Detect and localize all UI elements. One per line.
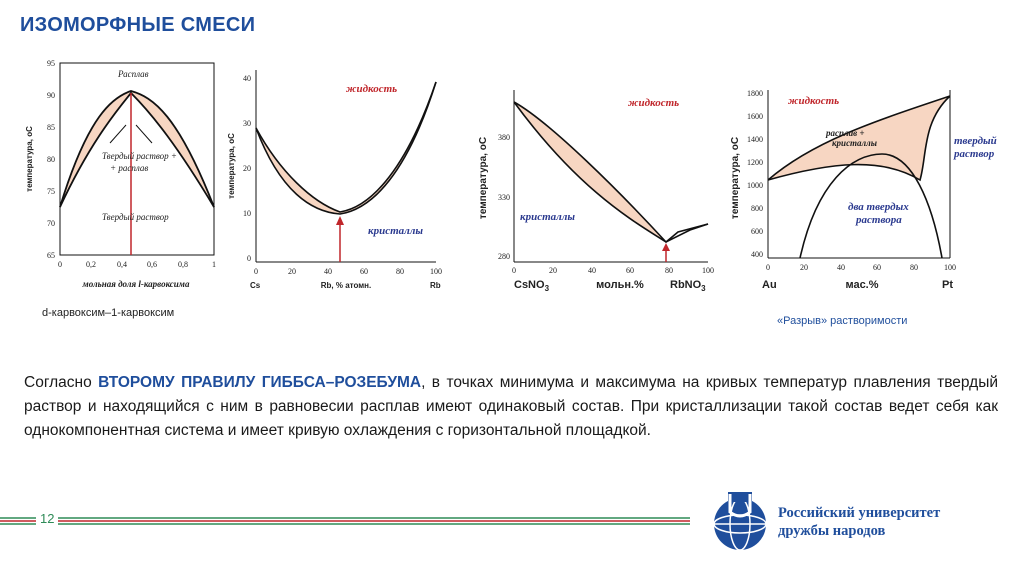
x-axis-label: мольная доля l-карвоксима (82, 279, 190, 289)
y-tick: 85 (47, 123, 55, 132)
liquidus-curve (256, 82, 436, 212)
university-name-line1: Российский университет (778, 505, 941, 521)
y-tick: 95 (47, 59, 55, 68)
y-tick: 600 (751, 227, 763, 236)
x-tick: 0,6 (147, 260, 157, 269)
x-right-label: RbNO$_3$ (670, 279, 706, 293)
footer-stripes (0, 516, 690, 528)
y-tick: 1600 (747, 112, 763, 121)
y-tick: 80 (47, 155, 55, 164)
label-liquid: жидкость (346, 83, 398, 95)
y-tick: 30 (243, 119, 251, 128)
x-tick: 60 (360, 267, 368, 276)
cs-rb-diagram (222, 62, 450, 294)
x-right-label: Rb (430, 281, 441, 290)
x-tick: 60 (873, 263, 881, 272)
label-crystals: кристаллы (520, 211, 576, 223)
y-tick: 65 (47, 251, 55, 260)
x-left-label: CsNO$_3$ (514, 279, 550, 293)
gibbs-roozeboom-rule: ВТОРОМУ ПРАВИЛУ ГИББСА–РОЗЕБУМА (98, 374, 422, 391)
y-tick: 330 (498, 193, 510, 202)
university-name-line2: дружбы народов (778, 523, 886, 539)
caption-miscibility-gap: «Разрыв» растворимости (777, 315, 908, 327)
y-tick: 400 (751, 250, 763, 259)
y-tick: 70 (47, 219, 55, 228)
x-left-label: Cs (250, 281, 261, 290)
x-tick: 20 (800, 263, 808, 272)
y-tick: 20 (243, 164, 251, 173)
x-tick: 1 (212, 260, 216, 269)
y-tick: 1400 (747, 135, 763, 144)
x-axis-label: Rb, % атомн. (320, 281, 372, 290)
x-tick: 0 (58, 260, 62, 269)
x-tick: 80 (396, 267, 404, 276)
university-name (778, 504, 940, 540)
x-tick: 60 (626, 266, 634, 275)
y-tick: 380 (498, 133, 510, 142)
y-tick: 40 (243, 74, 251, 83)
label-mix-2: + расплав (110, 163, 149, 173)
y-tick: 1000 (747, 181, 763, 190)
label-solid-1: твердый (954, 135, 997, 147)
label-solid-2: раствор (954, 148, 995, 160)
y-tick: 1800 (747, 89, 763, 98)
x-tick: 80 (910, 263, 918, 272)
csno3-rbno3-diagram (470, 82, 718, 300)
x-axis-label: мас.% (845, 279, 879, 291)
x-tick: 0 (254, 267, 258, 276)
y-axis-label: температура, оС (730, 136, 741, 220)
label-liquid: жидкость (628, 97, 680, 109)
y-tick: 280 (498, 252, 510, 261)
label-solid: Твердый раствор (102, 212, 169, 222)
x-tick: 80 (665, 266, 673, 275)
y-axis-label: температура, оС (478, 136, 489, 220)
y-tick: 90 (47, 91, 55, 100)
x-tick: 0,8 (178, 260, 188, 269)
label-melt: Расплав (118, 69, 149, 79)
y-axis-label: температура, оС (25, 126, 34, 192)
rule-paragraph (24, 371, 998, 443)
x-tick: 0,2 (86, 260, 96, 269)
y-tick: 1200 (747, 158, 763, 167)
label-two-solids-2: раствора (856, 214, 902, 226)
label-melt-2: кристаллы (832, 138, 878, 148)
x-right-label: Pt (942, 279, 953, 291)
y-tick: 10 (243, 209, 251, 218)
y-axis-label: температура, оС (227, 133, 236, 199)
x-tick: 100 (702, 266, 714, 275)
x-tick: 40 (324, 267, 332, 276)
paragraph-body: , в точках минимума и максимума на кривых температур плавления твердый раствор и находящийся с ним в равновесии расплав имеют одинаковый состав. При кристаллизации такой состав ведет себя как однокомпонентная система и имеет кривую охлаждения с горизонтальной площадкой. (24, 374, 998, 439)
label-two-solids-1: два твердых (848, 201, 909, 213)
y-tick: 75 (47, 187, 55, 196)
label-mix-1: Твердый раствор + (102, 151, 177, 161)
x-tick: 0 (512, 266, 516, 275)
carvoxime-diagram (18, 55, 223, 300)
x-tick: 20 (549, 266, 557, 275)
x-axis-label: мольн.% (596, 279, 644, 291)
y-tick: 800 (751, 204, 763, 213)
x-tick: 40 (837, 263, 845, 272)
x-tick: 40 (588, 266, 596, 275)
x-left-label: Au (762, 279, 777, 291)
x-tick: 20 (288, 267, 296, 276)
label-liquid: жидкость (788, 95, 840, 107)
x-tick: 0,4 (117, 260, 127, 269)
x-tick: 100 (944, 263, 956, 272)
x-tick: 100 (430, 267, 442, 276)
page-number: 12 (36, 511, 58, 526)
label-melt-1: расплав + (826, 128, 865, 138)
paragraph-intro: Согласно (24, 374, 99, 391)
slide-title: ИЗОМОРФНЫЕ СМЕСИ (20, 14, 256, 36)
x-tick: 0 (766, 263, 770, 272)
university-logo (708, 490, 772, 554)
y-tick: 0 (247, 254, 251, 263)
label-crystals: кристаллы (368, 225, 424, 237)
au-pt-diagram (722, 82, 997, 300)
solidus-curve (256, 82, 436, 214)
caption-carvoxime: d-карвоксим–1-карвоксим (42, 307, 175, 319)
